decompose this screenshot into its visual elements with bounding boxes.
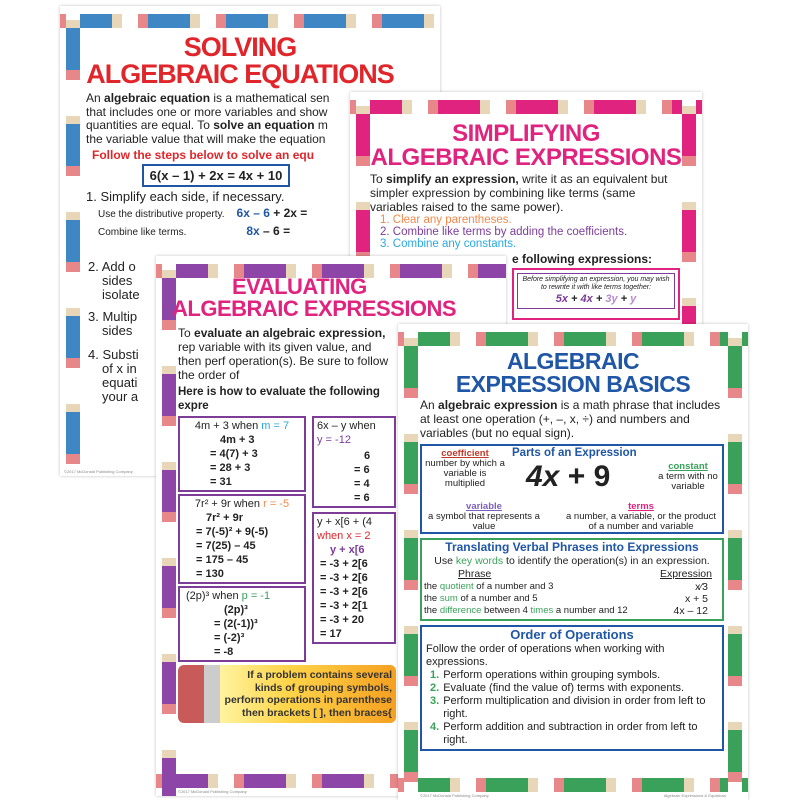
examples-left-column bbox=[178, 416, 306, 662]
order-step: 1. Perform operations within grouping symbols. bbox=[430, 669, 661, 681]
phrase-row: the difference between 4 times a number and 12 4x – 12 bbox=[424, 605, 708, 617]
step-1: 1. Simplify each side, if necessary. bbox=[86, 189, 285, 204]
phrase-row: the quotient of a number and 3 x⁄3 bbox=[424, 581, 708, 593]
variable-label: variable a symbol that represents a value bbox=[428, 501, 540, 532]
intro-text: To simplify an expression, write it as an equivalent but simpler expression by combining like terms (same variables raised to the same power). bbox=[370, 172, 668, 214]
follow-steps-heading: Follow the steps below to solve an equ bbox=[92, 148, 315, 162]
basics-content bbox=[420, 398, 724, 751]
pencil-border-bottom bbox=[398, 778, 748, 792]
footer: ©2017 McDonald Publishing Company bbox=[64, 469, 133, 474]
parts-title: Parts of an Expression bbox=[512, 447, 637, 459]
verbal-phrases-box: Translating Verbal Phrases into Expressions Use key words to identify the operation(s) in an expression. Phrase Expression the quotient of a number and 3 x⁄3 the sum of a number and 5 x + 5 the difference between 4 times a number and 12 4x – 12 bbox=[420, 538, 724, 621]
simplify-steps: 1. Clear any parentheses. 2. Combine like terms by adding the coefficients. 3. Combine any constants. bbox=[380, 214, 628, 250]
step-2: 2. Add o sides isolate bbox=[88, 259, 140, 302]
order-of-operations-box: Order of Operations Follow the order of operations when working with expressions. 1. Perform operations within grouping symbols. 2. Evaluate (find the value of) terms with exponents. 3. Perform multiplication and division in order from left to right. 4. Perform addition and subtraction in order from left to right. bbox=[420, 625, 724, 751]
example-box-2: 7r² + 9r when r = -5 7r² + 9r = 7(-5)² + 9(-5) = 7(25) – 45 = 175 – 45 = 130 bbox=[178, 494, 306, 584]
evaluating-content bbox=[178, 326, 396, 723]
order-step: 2. Evaluate (find the value of) terms with exponents. bbox=[430, 682, 685, 694]
poster-title: SOLVING ALGEBRAIC EQUATIONS bbox=[86, 32, 394, 89]
examples-right-column bbox=[312, 416, 396, 644]
solving-top-section bbox=[86, 92, 346, 240]
example-box-3: (2p)³ when p = -1 (2p)³ = (2(-1))³ = (-2)³ = -8 bbox=[178, 586, 306, 662]
tip-box: Before simplifying an expression, you may wish to rewrite it with like terms together: 5x + 4x + 3y + y bbox=[512, 268, 680, 320]
pencil-border-left bbox=[162, 256, 176, 796]
step-3: 3. Multip sides bbox=[88, 309, 138, 338]
pencil-border-top bbox=[60, 14, 440, 28]
order-step: 4. Perform addition and subtraction in order from left to right. bbox=[430, 721, 698, 746]
footer: ©2017 McDonald Publishing Company bbox=[420, 793, 489, 798]
examples-heading: Here is how to evaluate the following expre bbox=[178, 386, 380, 412]
poster-title: ALGEBRAIC EXPRESSION BASICS bbox=[455, 348, 691, 397]
constant-label: constant a term with no variable bbox=[658, 461, 718, 492]
example-expression: 4x + 9 bbox=[526, 460, 611, 493]
example-box-1: 4m + 3 when m = 7 4m + 3 = 4(7) + 3 = 28 + 3 = 31 bbox=[178, 416, 306, 492]
intro-text: An algebraic expression is a math phrase that includes at least one operation (+, –, x, ÷) and numbers and variables (but no equal sign). bbox=[420, 398, 721, 440]
pencil-border-top bbox=[398, 332, 748, 346]
order-steps bbox=[422, 669, 722, 747]
intro-text: To evaluate an algebraic expression, rep variable with its given value, and then perf operation(s). Be sure to follow the order of bbox=[178, 326, 389, 382]
step-1b: Combine like terms. 8x – 6 = bbox=[98, 224, 291, 238]
phrase-row: the sum of a number and 5 x + 5 bbox=[424, 593, 708, 605]
poster-expression-basics bbox=[398, 324, 748, 800]
step-4: 4. Substi of x in equati your a bbox=[88, 347, 139, 404]
example-box-5: y + x[6 + (4 when x = 2 y + x[6 = -3 + 2[6 = -3 + 2[6 = -3 + 2[6 = -3 + 2[1 = -3 + 20 = 17 bbox=[312, 512, 396, 644]
poster-title: SIMPLIFYING ALGEBRAIC EXPRESSIONS bbox=[370, 120, 682, 171]
example-box-4: 6x – y when y = -12 6 = 6 = 4 = 6 bbox=[312, 416, 396, 508]
coefficient-label: coefficient number by which a variable is multiplied bbox=[425, 448, 505, 489]
example-equation: 6(x – 1) + 2x = 4x + 10 bbox=[142, 164, 291, 187]
footer-series: Algebraic Expressions & Equations bbox=[663, 793, 726, 798]
poster-title: EVALUATING ALGEBRAIC EXPRESSIONS bbox=[172, 274, 457, 321]
order-step: 3. Perform multiplication and division in order from left to right. bbox=[430, 695, 706, 720]
eraser-tip-banner: If a problem contains several kinds of grouping symbols, perform operations in parenthese then brackets [ ], then braces{ bbox=[178, 665, 396, 723]
step-1a: Use the distributive property. 6x – 6 + 2x = bbox=[98, 206, 308, 220]
following-heading: e following expressions: bbox=[512, 252, 653, 266]
verbal-rows bbox=[422, 581, 722, 617]
pencil-border-top bbox=[350, 100, 702, 114]
parts-of-expression-box bbox=[420, 444, 724, 534]
examples-grid bbox=[178, 416, 396, 662]
intro-text: An algebraic equation is a mathematical sen that includes one or more variables and show quantities are equal. To solve an equation m the variable value that will make the equation bbox=[86, 91, 330, 146]
terms-label: terms a number, a variable, or the product of a number and variable bbox=[566, 501, 716, 532]
footer: ©2017 McDonald Publishing Company bbox=[178, 789, 247, 794]
